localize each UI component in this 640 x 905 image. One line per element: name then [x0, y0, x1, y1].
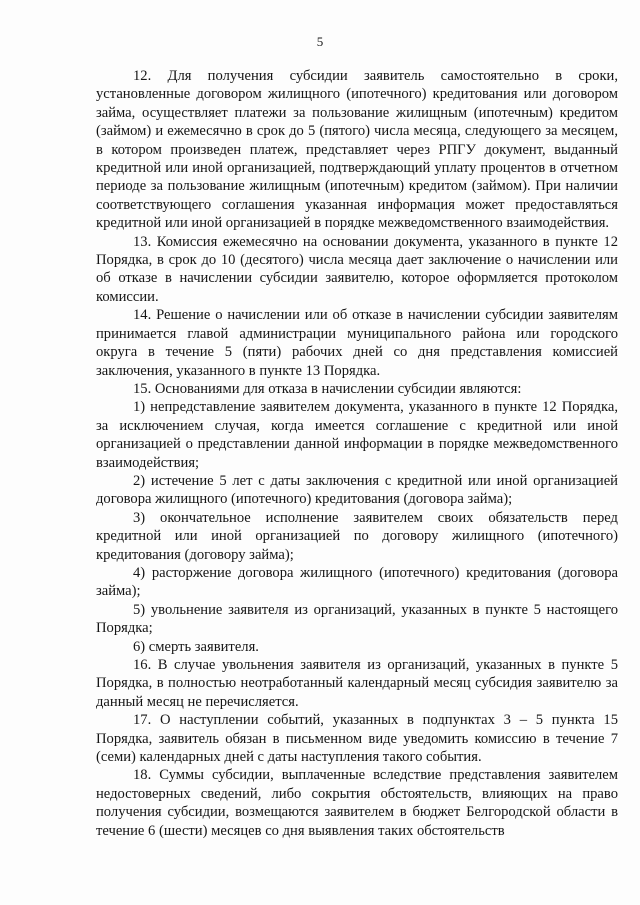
paragraph-17: 17. О наступлении событий, указанных в подпунктах 3 – 5 пункта 15 Порядка, заявитель обязан в письменном виде уведомить комиссию в течение 7 (семи) календарных дней с даты наступления такого события.	[96, 712, 618, 766]
subparagraph-15-4: 4) расторжение договора жилищного (ипотечного) кредитования (договора займа);	[96, 564, 618, 600]
subparagraph-15-3: 3) окончательное исполнение заявителем своих обязательств перед кредитной или иной организацией по договору жилищного (ипотечного) кредитования (договору займа);	[96, 509, 618, 563]
paragraph-13: 13. Комиссия ежемесячно на основании документа, указанного в пункте 12 Порядка, в срок до 10 (десятого) числа месяца дает заключение о начислении или об отказе в начислении субсидии заявителю, которое оформляется протоколом комиссии.	[96, 233, 618, 305]
paragraph-16: 16. В случае увольнения заявителя из организаций, указанных в пункте 5 Порядка, в полностью неотработанный календарный месяц субсидия заявителю за данный месяц не перечисляется.	[96, 657, 618, 710]
paragraph-18: 18. Суммы субсидии, выплаченные вследствие представления заявителем недостоверных сведений, либо сокрытия обстоятельств, влияющих на право получения субсидии, возмещаются заявителем в бюджет Белгородской области в течение 6 (шести) месяцев со дня выявления таких обстоятельств	[96, 767, 618, 839]
subparagraph-15-5: 5) увольнение заявителя из организаций, указанных в пункте 5 настоящего Порядка;	[96, 601, 618, 637]
paragraph-12: 12. Для получения субсидии заявитель самостоятельно в сроки, установленные договором жилищного (ипотечного) кредитования или договором займа, осуществляет платежи за пользование жилищным (ипотечным) кредитом (займом) и ежемесячно в срок до 5 (пятого) числа месяца, следующего за месяцем, в котором произведен платеж, представляет через РПГУ документ, выданный кредитной или иной организацией, подтверждающий уплату процентов в отчетном периоде за пользование жилищным (ипотечным) кредитом (займом). При наличии соответствующего соглашения указанная информация может предоставляться кредитной или иной организацией в порядке межведомственного взаимодействия.	[96, 68, 618, 232]
subparagraph-15-6: 6) смерть заявителя.	[133, 638, 259, 655]
subparagraph-15-2: 2) истечение 5 лет с даты заключения с кредитной или иной организацией договора жилищного (ипотечного) кредитования (договора займа);	[96, 472, 618, 508]
document-body	[96, 67, 618, 840]
page-number: 5	[316, 34, 324, 49]
paragraph-14: 14. Решение о начислении или об отказе в начислении субсидии заявителям принимается главой администрации муниципального района или городского округа в течение 5 (пяти) рабочих дней со дня представления комиссией заключения, указанного в пункте 13 Порядка.	[96, 307, 618, 379]
paragraph-15: 15. Основаниями для отказа в начислении субсидии являются:	[133, 380, 522, 397]
subparagraph-15-1: 1) непредставление заявителем документа, указанного в пункте 12 Порядка, за исключением случая, когда имеется соглашение с кредитной или иной организацией о представлении данной информации в порядке межведомственного взаимодействия;	[96, 399, 618, 471]
